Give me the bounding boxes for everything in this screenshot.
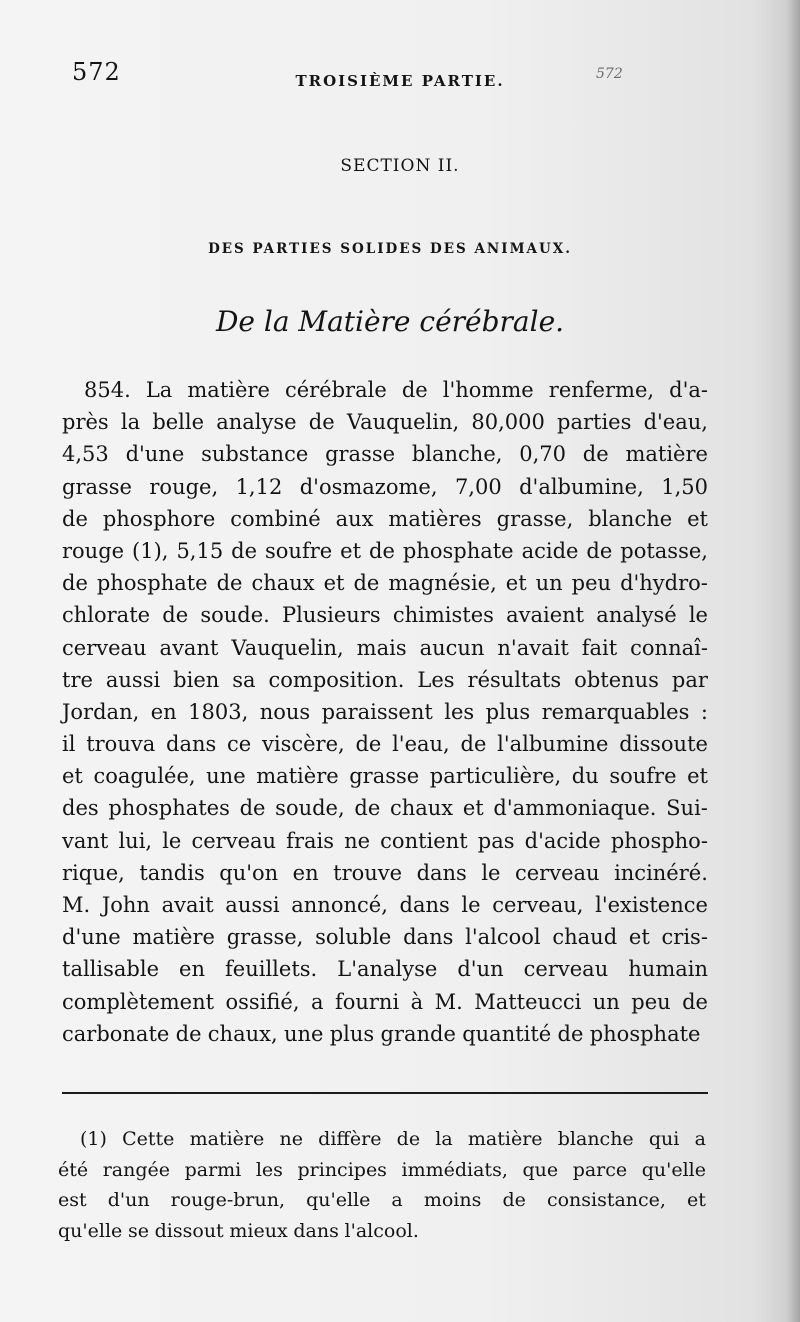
body-line: chlorate de soude. Plusieurs chimistes avaient analysé le — [62, 603, 708, 628]
body-line: rouge (1), 5,15 de soufre et de phosphate acide de potasse, — [62, 538, 708, 563]
body-line: M. John avait aussi annoncé, dans le cerveau, l'existence — [62, 893, 708, 917]
body-line: d'une matière grasse, soluble dans l'alcool chaud et cris- — [62, 925, 708, 950]
body-line: de phosphate de chaux et de magnésie, et un peu d'hydro- — [62, 571, 708, 596]
footnote — [58, 1124, 706, 1247]
body-line: grasse rouge, 1,12 d'osmazome, 7,00 d'albumine, 1,50 — [62, 474, 708, 499]
footnote-line: qu'elle se dissout mieux dans l'alcool. — [58, 1220, 419, 1243]
body-line: et coagulée, une matière grasse particulière, du soufre et — [62, 764, 708, 789]
running-head: TROISIÈME PARTIE. — [295, 72, 505, 90]
body-line: complètement ossifié, a fourni à M. Matteucci un peu de — [62, 989, 708, 1014]
body-line: des phosphates de soude, de chaux et d'ammoniaque. Sui- — [62, 796, 708, 821]
body-line: Jordan, en 1803, nous paraissent les plus remarquables : — [62, 699, 708, 724]
body-line: tre aussi bien sa composition. Les résultats obtenus par — [62, 667, 708, 692]
footnote-line: (1) Cette matière ne diffère de la matière blanche qui a — [80, 1128, 706, 1150]
body-paragraph — [62, 374, 708, 1050]
chapter-heading: De la Matière cérébrale. — [215, 305, 565, 338]
section-title: DES PARTIES SOLIDES DES ANIMAUX. — [208, 241, 572, 257]
footnote-rule — [62, 1092, 708, 1094]
body-line: carbonate de chaux, une plus grande quantité de phosphate — [62, 1021, 701, 1046]
page-edge-shadow — [786, 0, 800, 1322]
body-line: il trouva dans ce viscère, de l'eau, de l'albumine dissoute — [62, 732, 708, 757]
page-number: 572 — [72, 58, 121, 86]
body-line: tallisable en feuillets. L'analyse d'un cerveau humain — [62, 957, 708, 982]
body-line: 854. La matière cérébrale de l'homme renferme, d'a- — [84, 378, 708, 402]
body-line: vant lui, le cerveau frais ne contient pas d'acide phospho- — [62, 828, 708, 853]
body-line: près la belle analyse de Vauquelin, 80,000 parties d'eau, — [62, 410, 708, 435]
footnote-line: été rangée parmi les principes immédiats, que parce qu'elle — [58, 1158, 706, 1181]
bleed-through-shadow — [60, 110, 760, 140]
footnote-line: est d'un rouge-brun, qu'elle a moins de consistance, et — [58, 1189, 706, 1212]
section-number: SECTION II. — [340, 156, 460, 176]
body-line: 4,53 d'une substance grasse blanche, 0,70 de matière — [62, 442, 708, 467]
body-line: de phosphore combiné aux matières grasse, blanche et — [62, 506, 708, 531]
library-stamp: 572 — [596, 66, 623, 82]
body-line: cerveau avant Vauquelin, mais aucun n'avait fait connaî- — [62, 635, 708, 660]
body-line: rique, tandis qu'on en trouve dans le cerveau incinéré. — [62, 860, 708, 885]
